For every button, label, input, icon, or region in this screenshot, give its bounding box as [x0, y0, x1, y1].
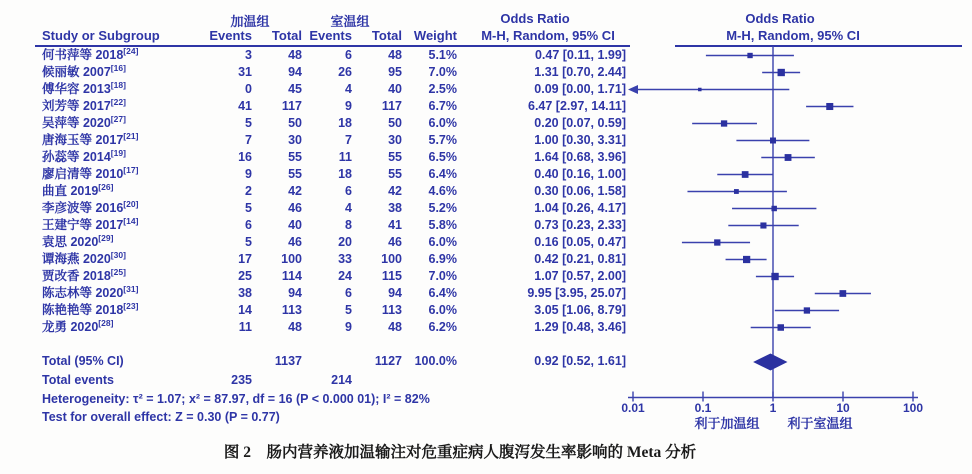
warm-total-cell: 46 [288, 235, 302, 249]
total-label: Total (95% CI) [42, 354, 124, 368]
heterogeneity-stats: Heterogeneity: τ² = 1.07; x² = 87.97, df = 16 (P < 0.000 01); I² = 82% [42, 392, 430, 406]
study-name: 候丽敏 2007[16] [42, 62, 126, 79]
study-name: 陈志林等 2020[31] [42, 283, 139, 300]
room-events-header: Events [309, 28, 352, 43]
total-diamond [753, 354, 787, 371]
warm-total-cell: 48 [288, 48, 302, 62]
warm-total-cell: 94 [288, 286, 302, 300]
warm-total-cell: 45 [288, 82, 302, 96]
warm-events-cell: 5 [245, 116, 252, 130]
room-events-cell: 4 [345, 201, 352, 215]
warm-group-header: 加温组 [230, 14, 270, 29]
study-name: 谭海燕 2020[30] [42, 249, 126, 266]
reference-superscript: [21] [123, 130, 139, 141]
study-row [0, 115, 972, 132]
weight-cell: 6.2% [428, 320, 457, 334]
study-row [0, 98, 972, 115]
reference-superscript: [30] [110, 249, 126, 260]
room-total-cell: 46 [388, 235, 402, 249]
or-ci-cell: 9.95 [3.95, 25.07] [527, 286, 626, 300]
room-events-cell: 20 [338, 235, 352, 249]
total-events-room: 214 [331, 373, 352, 387]
study-name: 唐海玉等 2017[21] [42, 130, 139, 147]
study-row [0, 234, 972, 251]
weight-cell: 7.0% [428, 65, 457, 79]
room-total-cell: 38 [388, 201, 402, 215]
warm-total-cell: 30 [288, 133, 302, 147]
warm-total-cell: 40 [288, 218, 302, 232]
room-events-cell: 6 [345, 286, 352, 300]
room-total-header: Total [371, 28, 402, 43]
room-total-cell: 50 [388, 116, 402, 130]
reference-superscript: [26] [98, 181, 114, 192]
study-name: 何书萍等 2018[24] [42, 45, 139, 62]
x-axis-tick-label: 1 [769, 401, 777, 415]
warm-total-cell: 100 [281, 252, 302, 266]
warm-total-cell: 117 [281, 99, 302, 113]
figure-caption: 图 2 肠内营养液加温输注对危重症病人腹泻发生率影响的 Meta 分析 [223, 444, 697, 461]
weight-cell: 6.0% [428, 235, 457, 249]
total-events-label: Total events [42, 373, 115, 387]
room-events-cell: 9 [345, 99, 352, 113]
weight-cell: 6.0% [428, 303, 457, 317]
study-row [0, 64, 972, 81]
room-total-cell: 100 [381, 252, 402, 266]
study-row [0, 251, 972, 268]
warm-total-cell: 42 [288, 184, 302, 198]
or-ci-cell: 1.29 [0.48, 3.46] [534, 320, 626, 334]
room-total-cell: 55 [388, 150, 402, 164]
warm-events-header: Events [209, 28, 252, 43]
weight-column-header: Weight [413, 28, 457, 43]
or-ci-cell: 1.00 [0.30, 3.31] [534, 133, 626, 147]
x-axis-tick-label: 0.01 [621, 401, 645, 415]
or-ci-cell: 0.40 [0.16, 1.00] [534, 167, 626, 181]
reference-superscript: [17] [123, 164, 139, 175]
study-name: 曲直 2019[26] [42, 181, 114, 198]
weight-cell: 6.0% [428, 116, 457, 130]
study-name: 李彦波等 2016[20] [42, 198, 139, 215]
reference-superscript: [23] [123, 300, 139, 311]
favors-warm-label: 利于加温组 [694, 416, 760, 431]
total-or-ci: 0.92 [0.52, 1.61] [534, 354, 626, 368]
reference-superscript: [31] [123, 283, 139, 294]
study-name: 刘芳等 2017[22] [42, 96, 126, 113]
study-name: 廖启清等 2010[17] [42, 164, 139, 181]
warm-events-cell: 11 [238, 320, 252, 334]
room-total-cell: 55 [388, 167, 402, 181]
weight-cell: 6.4% [428, 286, 457, 300]
warm-events-cell: 14 [238, 303, 252, 317]
overall-effect-stats: Test for overall effect: Z = 0.30 (P = 0.77) [42, 410, 280, 424]
warm-events-cell: 6 [245, 218, 252, 232]
room-events-cell: 18 [338, 167, 352, 181]
warm-events-cell: 7 [245, 133, 252, 147]
study-column-header: Study or Subgroup [42, 28, 160, 43]
room-total-cell: 41 [388, 218, 402, 232]
study-row [0, 132, 972, 149]
room-events-cell: 24 [338, 269, 352, 283]
warm-events-cell: 5 [245, 201, 252, 215]
reference-superscript: [22] [110, 96, 126, 107]
room-events-cell: 33 [338, 252, 352, 266]
warm-events-cell: 38 [238, 286, 252, 300]
weight-cell: 6.7% [428, 99, 457, 113]
room-events-cell: 18 [338, 116, 352, 130]
total-weight: 100.0% [414, 354, 457, 368]
or-ci-cell: 1.07 [0.57, 2.00] [534, 269, 626, 283]
reference-superscript: [28] [98, 317, 114, 328]
warm-events-cell: 17 [238, 252, 252, 266]
study-name: 傅华容 2013[18] [42, 79, 126, 96]
warm-events-cell: 41 [238, 99, 252, 113]
study-row [0, 200, 972, 217]
or-ci-cell: 0.20 [0.07, 0.59] [534, 116, 626, 130]
weight-cell: 5.1% [428, 48, 457, 62]
x-axis-tick-label: 100 [902, 401, 924, 415]
room-total-cell: 95 [388, 65, 402, 79]
or-ci-cell: 0.16 [0.05, 0.47] [534, 235, 626, 249]
or-ci-cell: 0.73 [0.23, 2.33] [534, 218, 626, 232]
x-axis-tick-label: 10 [836, 401, 850, 415]
reference-superscript: [19] [110, 147, 126, 158]
weight-cell: 2.5% [428, 82, 457, 96]
room-events-cell: 9 [345, 320, 352, 334]
favors-room-label: 利于室温组 [787, 416, 853, 431]
room-events-cell: 8 [345, 218, 352, 232]
or-method-plot-column: M-H, Random, 95% CI [726, 28, 860, 43]
or-ci-cell: 3.05 [1.06, 8.79] [534, 303, 626, 317]
room-events-cell: 6 [345, 184, 352, 198]
weight-cell: 5.8% [428, 218, 457, 232]
total-room-n: 1127 [374, 354, 402, 368]
study-row [0, 149, 972, 166]
or-ci-cell: 1.64 [0.68, 3.96] [534, 150, 626, 164]
weight-cell: 5.7% [428, 133, 457, 147]
study-row [0, 217, 972, 234]
warm-total-cell: 50 [288, 116, 302, 130]
room-events-cell: 4 [345, 82, 352, 96]
room-group-header: 室温组 [330, 14, 370, 29]
study-row [0, 81, 972, 98]
room-total-cell: 117 [381, 99, 402, 113]
or-ci-cell: 0.30 [0.06, 1.58] [534, 184, 626, 198]
or-method-text-column: M-H, Random, 95% CI [481, 28, 615, 43]
weight-cell: 6.4% [428, 167, 457, 181]
warm-events-cell: 3 [245, 48, 252, 62]
warm-total-cell: 114 [281, 269, 302, 283]
study-name: 贾改香 2018[25] [42, 266, 126, 283]
room-events-cell: 7 [345, 133, 352, 147]
room-events-cell: 26 [338, 65, 352, 79]
room-total-cell: 113 [381, 303, 402, 317]
study-name: 龙勇 2020[28] [42, 317, 114, 334]
study-name: 陈艳艳等 2018[23] [42, 300, 139, 317]
or-title-text-column: Odds Ratio [500, 11, 570, 26]
room-total-cell: 94 [388, 286, 402, 300]
warm-total-cell: 94 [288, 65, 302, 79]
study-row [0, 285, 972, 302]
or-ci-cell: 0.09 [0.00, 1.71] [534, 82, 626, 96]
study-row [0, 47, 972, 64]
reference-superscript: [14] [123, 215, 139, 226]
weight-cell: 5.2% [428, 201, 457, 215]
warm-events-cell: 5 [245, 235, 252, 249]
study-name: 袁思 2020[29] [42, 232, 114, 249]
weight-cell: 7.0% [428, 269, 457, 283]
study-row [0, 268, 972, 285]
total-events-warm: 235 [231, 373, 252, 387]
study-row [0, 166, 972, 183]
reference-superscript: [18] [110, 79, 126, 90]
room-total-cell: 48 [388, 48, 402, 62]
study-name: 吴萍等 2020[27] [42, 113, 126, 130]
total-warm-n: 1137 [274, 354, 302, 368]
warm-events-cell: 0 [245, 82, 252, 96]
reference-superscript: [29] [98, 232, 114, 243]
or-title-plot-column: Odds Ratio [745, 11, 815, 26]
or-ci-cell: 0.42 [0.21, 0.81] [534, 252, 626, 266]
reference-superscript: [16] [110, 62, 126, 73]
room-total-cell: 30 [388, 133, 402, 147]
or-ci-cell: 1.04 [0.26, 4.17] [534, 201, 626, 215]
warm-total-cell: 55 [288, 150, 302, 164]
or-ci-cell: 0.47 [0.11, 1.99] [534, 48, 626, 62]
warm-total-cell: 48 [288, 320, 302, 334]
weight-cell: 6.9% [428, 252, 457, 266]
reference-superscript: [20] [123, 198, 139, 209]
warm-events-cell: 9 [245, 167, 252, 181]
warm-total-cell: 46 [288, 201, 302, 215]
room-events-cell: 11 [338, 150, 352, 164]
study-row [0, 183, 972, 200]
warm-events-cell: 31 [238, 65, 252, 79]
room-total-cell: 40 [388, 82, 402, 96]
x-axis-tick-label: 0.1 [694, 401, 712, 415]
warm-total-cell: 55 [288, 167, 302, 181]
or-ci-cell: 1.31 [0.70, 2.44] [534, 65, 626, 79]
room-total-cell: 42 [388, 184, 402, 198]
room-events-cell: 5 [345, 303, 352, 317]
weight-cell: 4.6% [428, 184, 457, 198]
warm-total-cell: 113 [281, 303, 302, 317]
room-events-cell: 6 [345, 48, 352, 62]
study-name: 王建宁等 2017[14] [42, 215, 139, 232]
study-row [0, 302, 972, 319]
reference-superscript: [24] [123, 45, 139, 56]
reference-superscript: [27] [110, 113, 126, 124]
study-name: 孙蕊等 2014[19] [42, 147, 126, 164]
reference-superscript: [25] [110, 266, 126, 277]
warm-events-cell: 25 [238, 269, 252, 283]
room-total-cell: 115 [381, 269, 402, 283]
warm-total-header: Total [271, 28, 302, 43]
weight-cell: 6.5% [428, 150, 457, 164]
study-row [0, 319, 972, 336]
room-total-cell: 48 [388, 320, 402, 334]
warm-events-cell: 2 [245, 184, 252, 198]
warm-events-cell: 16 [238, 150, 252, 164]
or-ci-cell: 6.47 [2.97, 14.11] [528, 99, 626, 113]
